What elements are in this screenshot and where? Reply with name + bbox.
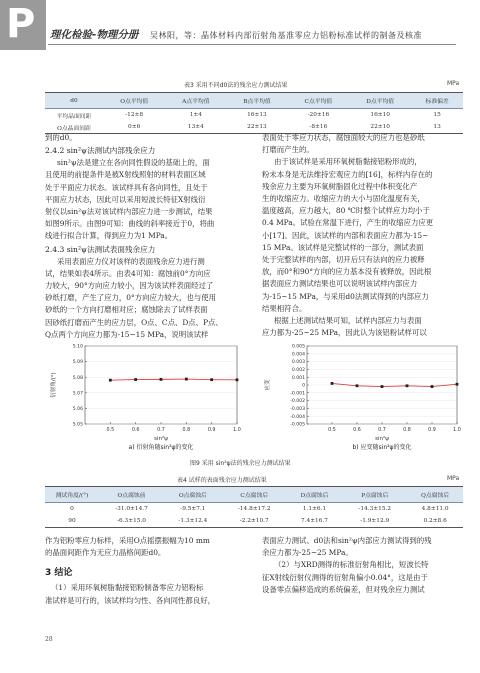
y-tick-label: 5.09 <box>72 360 83 366</box>
paragraph-line: 试，结果如表4所示。由表4可知：腐蚀前0°方向应 <box>45 268 211 278</box>
paragraph-line: 表面应力测试、d0法和sin²ψ内部应力测试得到的残 <box>262 536 432 545</box>
bottom-left-column <box>45 535 250 607</box>
paragraph-line: 且使用的前提条件是被X射线照射的材料表面区域 <box>45 170 206 180</box>
x-tick-label: 0.9 <box>428 428 436 433</box>
x-tick-label: 0.8 <box>182 428 191 433</box>
paragraph-line: 结果相符合。 <box>262 303 307 313</box>
paragraph-line: 因砂纸打磨而产生的应力层，O点、C点、D点、P点、 <box>45 317 223 327</box>
table4-header: Q点腐蚀后 <box>407 487 463 503</box>
table4 <box>45 486 463 528</box>
x-tick-label: 0.9 <box>207 428 216 433</box>
paragraph-surface-stress <box>45 256 250 341</box>
table-cell: 0.2±8.6 <box>407 515 463 528</box>
y-tick-label: 0.003 <box>291 360 305 366</box>
table-cell: -9.5±7.1 <box>180 506 206 512</box>
data-point <box>406 384 409 387</box>
x-tick-label: 0.7 <box>378 428 386 433</box>
section-heading-2-4-2: 2.4.2 sin²ψ法测试内部残余应力 <box>45 146 156 156</box>
paragraph-line: 余应力都为-25~25 MPa。 <box>262 548 353 558</box>
header-rule <box>48 44 456 45</box>
paragraph-line: 力较大，90°方向应力较小，因为该试样表面经过了 <box>45 281 214 291</box>
paragraph-line: （2）与XRD测得的标准衍射角相比，短波长特 <box>274 560 429 570</box>
data-point <box>109 379 112 382</box>
paragraph-line: 放，而0°和90°方向的应力基本没有被释放，因此根 <box>262 267 432 277</box>
x-axis-label: sin²ψ <box>375 436 389 442</box>
data-point <box>356 384 359 387</box>
data-point <box>431 385 434 388</box>
table3-caption: 表3 采用不同d0法的残余应力测试结果 <box>184 82 288 89</box>
paragraph-line: 到的d0。 <box>45 133 77 142</box>
paragraph-line: 作为铝粉零应力标样，采用O点摇摆振幅为10 mm <box>45 536 210 545</box>
table3-header: C点平均值 <box>288 93 350 109</box>
y-tick-label: 5.08 <box>72 375 83 381</box>
paragraph-line: 由于该试样是采用环氧树脂黏接铝粉形成的， <box>274 157 422 167</box>
y-tick-label: -0.003 <box>290 407 305 412</box>
y-tick-label: -0.002 <box>290 399 305 405</box>
y-tick-label: 5.07 <box>72 391 83 397</box>
paragraph-line: 据表面应力测试结果也可以说明该试样内部应力 <box>262 279 418 289</box>
paragraph-line: 射仪以sin²ψ法对该试样内部应力进一步测试，结果 <box>45 207 213 217</box>
x-axis-label: sin²ψ <box>154 436 168 442</box>
paragraph-line: 准试样是可行的，该试样均匀性、各向同性都良好， <box>45 595 215 605</box>
y-axis-label: 应变 <box>265 379 271 391</box>
left-column <box>45 132 250 341</box>
data-point <box>160 378 163 381</box>
table-cell: 0 <box>70 506 74 512</box>
table-cell: 1±4 <box>189 112 202 118</box>
data-point <box>331 382 334 385</box>
y-tick-label: 0 <box>302 383 305 389</box>
table-cell: 1.1±6.1 <box>302 506 327 512</box>
journal-name: 理化检验-物理分册 <box>50 29 139 41</box>
y-tick-label: 0.002 <box>291 368 305 373</box>
figure9-panel-a <box>49 344 241 451</box>
table-cell: -31.0±14.7 <box>115 506 148 512</box>
paragraph-line: 如图9所示。由图9可知：曲线的斜率接近于0，将曲 <box>45 219 215 229</box>
table3-header: A点平均值 <box>165 93 226 109</box>
paragraph-line: 砂纸打磨，产生了应力，0°方向应力较大，也与使用 <box>45 293 216 303</box>
table3-header: 标准偏差 <box>411 93 463 109</box>
table-cell: 0±6 <box>103 121 165 134</box>
table4-header: D点腐蚀后 <box>287 487 342 503</box>
table-cell: 16±13 <box>247 112 267 118</box>
paragraph-line: 为-15~15 MPa，与采用d0法测试得到的内部应力 <box>262 291 429 301</box>
table-cell: 平均晶面间距 <box>56 113 92 120</box>
table4-header: O点腐蚀后 <box>164 487 222 503</box>
y-axis-label: 衍射角/(°) <box>51 372 57 398</box>
table4-header: 测试角度/(°) <box>45 487 99 503</box>
right-column <box>262 132 467 339</box>
paragraph-line: 平面应力状态，因此可以采用短波长特征X射线衍 <box>45 194 206 204</box>
paragraph-line: 温度越高，应力越大，80 ℃时整个试样应力均小于 <box>262 206 430 216</box>
data-point <box>456 383 459 386</box>
y-tick-label: -0.001 <box>290 391 305 397</box>
plot-frame <box>85 346 237 424</box>
table-cell: -14.8±17.2 <box>237 506 271 512</box>
table-cell: -1.9±12.9 <box>342 515 407 528</box>
table4-unit: MPa <box>447 475 460 482</box>
x-tick-label: 0.5 <box>328 428 336 433</box>
paragraph-sin2psi-intro <box>45 157 250 242</box>
y-tick-label: 0.005 <box>291 344 305 350</box>
table3-header: B点平均值 <box>226 93 287 109</box>
paragraph-line: 表面处于零应力状态，腐蚀面较大的应力也是砂纸 <box>262 133 425 142</box>
y-tick-label: 0.001 <box>291 375 305 381</box>
table-cell: -20±16 <box>307 112 330 118</box>
y-tick-label: 0.004 <box>291 352 305 358</box>
table-cell: -2.2±10.7 <box>222 515 287 528</box>
bottom-right-column <box>262 535 467 596</box>
table-cell: 22±10 <box>349 121 411 134</box>
table-row <box>45 515 463 528</box>
paragraph-line: 根据上述测试结果可知，试样内部应力与表面 <box>274 316 422 326</box>
paragraph-line: 砂纸的一个方向打磨相对应；腐蚀除去了试样表面 <box>45 305 208 315</box>
figure9-panel-b <box>263 344 461 451</box>
paragraph-line: 的晶面间距作为无应力晶格间距d0。 <box>45 548 166 558</box>
paragraph-line: 15 MPa。该试样是完整试样的一部分，测试表面 <box>262 242 424 252</box>
table4-caption: 表4 试样的表面残余应力测试结果 <box>177 477 267 484</box>
table3-unit: MPa <box>447 80 460 87</box>
table-cell: 13 <box>411 121 463 134</box>
running-title: 吴林阳，等：晶体材料内部衍射角基准零应力铝粉标准试样的制备及核准 <box>150 31 422 40</box>
panel-label: a) 衍射角随sin²ψ的变化 <box>128 444 194 451</box>
paragraph-line: sin²ψ法是建立在各向同性假设的基础上的，面 <box>57 158 210 168</box>
table4-header: C点腐蚀后 <box>222 487 287 503</box>
paragraph-line: Q点两个方向应力都为-15~15 MPa，说明该试样 <box>45 329 209 339</box>
paragraph-line: 0.4 MPa。试验在常温下进行，产生的收缩应力应更 <box>262 218 434 228</box>
x-tick-label: 0.7 <box>157 428 165 433</box>
section-heading-3: 3 结论 <box>45 568 73 579</box>
section-heading-2-4-3: 2.4.3 sin²ψ法测试表面残余应力 <box>45 244 156 254</box>
table-cell: -8±16 <box>288 121 350 134</box>
panel-label: b) 应变随sin²ψ的变化 <box>352 444 412 451</box>
figure9 <box>45 340 465 452</box>
table4-header: O点腐蚀前 <box>99 487 164 503</box>
data-point <box>210 378 213 381</box>
table3-header: D点平均值 <box>349 93 411 109</box>
table-cell: -12±8 <box>125 112 144 118</box>
paragraph-line: 征X射线衍射仪测得的衍射角偏小0.04°，这是由于 <box>262 572 428 582</box>
table-cell: 16±10 <box>370 112 390 118</box>
data-point <box>185 378 188 381</box>
data-point <box>134 378 137 381</box>
paragraph-line: 线进行拟合计算，得到应力为1 MPa。 <box>45 231 173 241</box>
figure9-caption: 图9 采用 sin²ψ法的残余应力测试结果 <box>190 460 291 467</box>
table-cell: O点晶面间距 <box>45 121 103 134</box>
x-tick-label: 0.8 <box>403 428 411 433</box>
table-cell: -6.3±15.0 <box>99 515 164 528</box>
paragraph-line: 粉末本身是无法维持宏观应力的[16]，标样内存在的 <box>262 169 433 179</box>
data-point <box>236 378 239 381</box>
table-cell: 15 <box>433 112 441 118</box>
y-tick-label: -0.004 <box>290 414 305 420</box>
table-cell: -1.3±12.4 <box>164 515 222 528</box>
paragraph-line: 应力都为-25~25 MPa，因此认为该铝粉试样可以 <box>262 328 427 338</box>
table-cell: 90 <box>45 515 99 528</box>
x-tick-label: 0.6 <box>353 428 361 433</box>
table-cell: 13±4 <box>165 121 226 134</box>
paragraph-line: 采用表面应力仪对该样的表面残余应力进行测 <box>57 256 205 266</box>
journal-logo: P <box>6 1 36 47</box>
paragraph-line: 打磨而产生的。 <box>262 145 314 155</box>
table3-header: d0 <box>45 93 103 109</box>
y-tick-label: 5.06 <box>72 407 83 412</box>
table-cell: 22±13 <box>226 121 287 134</box>
table-row <box>45 109 463 122</box>
x-tick-label: 0.5 <box>106 428 115 433</box>
paragraph-line: 小[17]。因此，该试样的内部和表面应力都为-15~ <box>262 230 429 240</box>
y-tick-label: -0.005 <box>290 422 305 428</box>
paragraph-line: （1）采用环氧树脂黏接铝粉制备零应力铝粉标 <box>51 583 204 593</box>
x-tick-label: 0.6 <box>131 428 140 433</box>
y-tick-label: 5.05 <box>72 422 83 428</box>
paragraph-line: 处于平面应力状态。该试样具有各向同性，且处于 <box>45 182 208 192</box>
table4-header: P点腐蚀后 <box>342 487 407 503</box>
table-row <box>45 503 463 516</box>
paragraph-line: 残余应力主要为环氧树脂固化过程中体积变化产 <box>262 181 418 191</box>
paragraph-line: 处于完整试样的内部，切开后只有法向的应力被释 <box>262 255 425 265</box>
table-cell: -14.3±15.2 <box>358 506 392 512</box>
x-tick-label: 1.0 <box>453 428 461 433</box>
y-tick-label: 5.10 <box>72 344 83 350</box>
paragraph-line: 生的收缩应力。收缩应力的大小与固化温度有关， <box>262 194 425 204</box>
table-cell: 4.8±11.0 <box>421 506 449 512</box>
paragraph-line: 设备零点偏移造成的系统偏差，但对残余应力测试 <box>262 584 425 594</box>
table3 <box>45 92 463 134</box>
data-point <box>381 385 384 388</box>
page-number: 28 <box>45 636 53 643</box>
table-cell: 7.4±16.7 <box>287 515 342 528</box>
x-tick-label: 1.0 <box>233 428 241 433</box>
table3-header: O点平均值 <box>103 93 165 109</box>
